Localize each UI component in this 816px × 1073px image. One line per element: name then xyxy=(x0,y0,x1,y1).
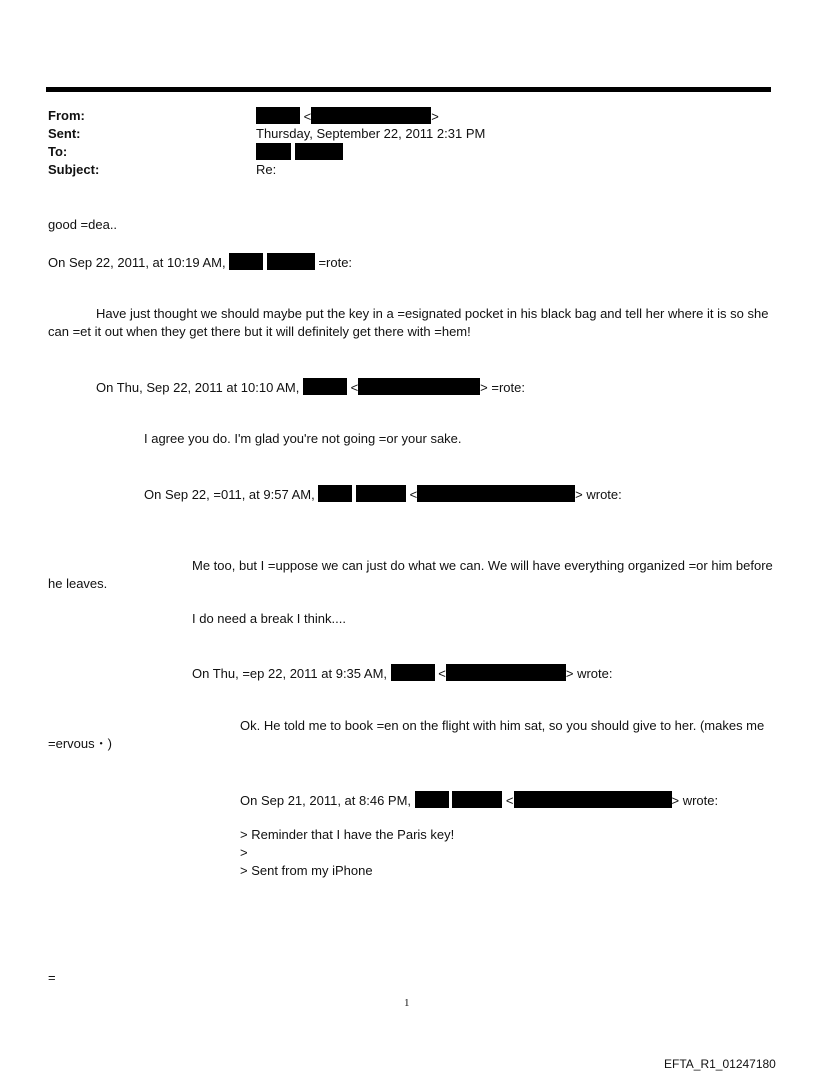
document-id: EFTA_R1_01247180 xyxy=(664,1057,776,1071)
quote2-intro xyxy=(96,378,525,396)
quote4-intro xyxy=(192,664,612,682)
quote4-lt: < xyxy=(438,666,446,681)
quote5-line2: > xyxy=(240,845,248,860)
redaction-block xyxy=(417,485,575,502)
quote4-intro-b: > wrote: xyxy=(565,666,613,681)
quote2-lt: < xyxy=(350,380,359,395)
quote5-lt: < xyxy=(505,793,514,808)
redaction-block xyxy=(391,664,435,681)
redaction-block xyxy=(318,485,352,502)
quote5-line3: > Sent from my iPhone xyxy=(240,863,373,878)
subject-value: Re: xyxy=(256,162,277,177)
sent-value: Thursday, September 22, 2011 2:31 PM xyxy=(256,126,486,141)
redaction-block xyxy=(356,485,406,502)
redaction-block xyxy=(256,107,300,124)
redaction-block xyxy=(514,791,672,808)
quote2-text: I agree you do. I'm glad you're not going =or your sake. xyxy=(144,431,462,446)
quote4-intro-a: On Thu, =ep 22, 2011 at 9:35 AM, xyxy=(192,666,388,681)
from-lt: < xyxy=(303,109,312,124)
quote3-intro-a: On Sep 22, =011, at 9:57 AM, xyxy=(144,487,315,502)
quote1-intro-b: =rote: xyxy=(318,255,353,270)
redaction-block xyxy=(452,791,502,808)
quote3-intro xyxy=(144,485,622,503)
quote3-text2: I do need a break I think.... xyxy=(192,611,346,626)
to-value xyxy=(256,143,343,161)
from-gt: > xyxy=(431,109,439,124)
quote1-intro xyxy=(48,253,352,271)
quote1-intro-a: On Sep 22, 2011, at 10:19 AM, xyxy=(48,255,226,270)
subject-label: Subject: xyxy=(48,162,100,177)
page-number: 1 xyxy=(404,997,410,1009)
redaction-block xyxy=(256,143,291,160)
from-label: From: xyxy=(48,108,85,123)
quote5-intro-a: On Sep 21, 2011, at 8:46 PM, xyxy=(240,793,412,808)
quote1-text: Have just thought we should maybe put the key in a =esignated pocket in his black bag and tell her where it is so she can =et it out when they get there but it will definitely get there with =hem! xyxy=(48,306,769,339)
quote5-line1: > Reminder that I have the Paris key! xyxy=(240,827,455,842)
redaction-block xyxy=(267,253,315,270)
redaction-block xyxy=(229,253,263,270)
from-value xyxy=(256,107,439,125)
quote5-intro xyxy=(240,791,718,809)
header-rule xyxy=(46,87,771,92)
redaction-block xyxy=(446,664,566,681)
quote2-intro-a: On Thu, Sep 22, 2011 at 10:10 AM, xyxy=(96,380,300,395)
reply-text: good =dea.. xyxy=(48,217,118,232)
redaction-block xyxy=(295,143,343,160)
sent-label: Sent: xyxy=(48,126,81,141)
quote3-intro-b: > wrote: xyxy=(575,487,622,502)
quote4-text: Ok. He told me to book =en on the flight with him sat, so you should give to her. (makes me =ervous・) xyxy=(48,718,765,751)
quote2-intro-b: > =rote: xyxy=(480,380,525,395)
quote3-lt: < xyxy=(409,487,418,502)
redaction-block xyxy=(415,791,449,808)
to-label: To: xyxy=(48,144,68,159)
redaction-block xyxy=(358,378,480,395)
quote5-intro-b: > wrote: xyxy=(671,793,719,808)
quote3-text: Me too, but I =uppose we can just do what we can. We will have everything organized =or him before he leaves. xyxy=(48,558,773,591)
trailing-char: = xyxy=(48,970,56,985)
redaction-block xyxy=(303,378,347,395)
redaction-block xyxy=(311,107,431,124)
